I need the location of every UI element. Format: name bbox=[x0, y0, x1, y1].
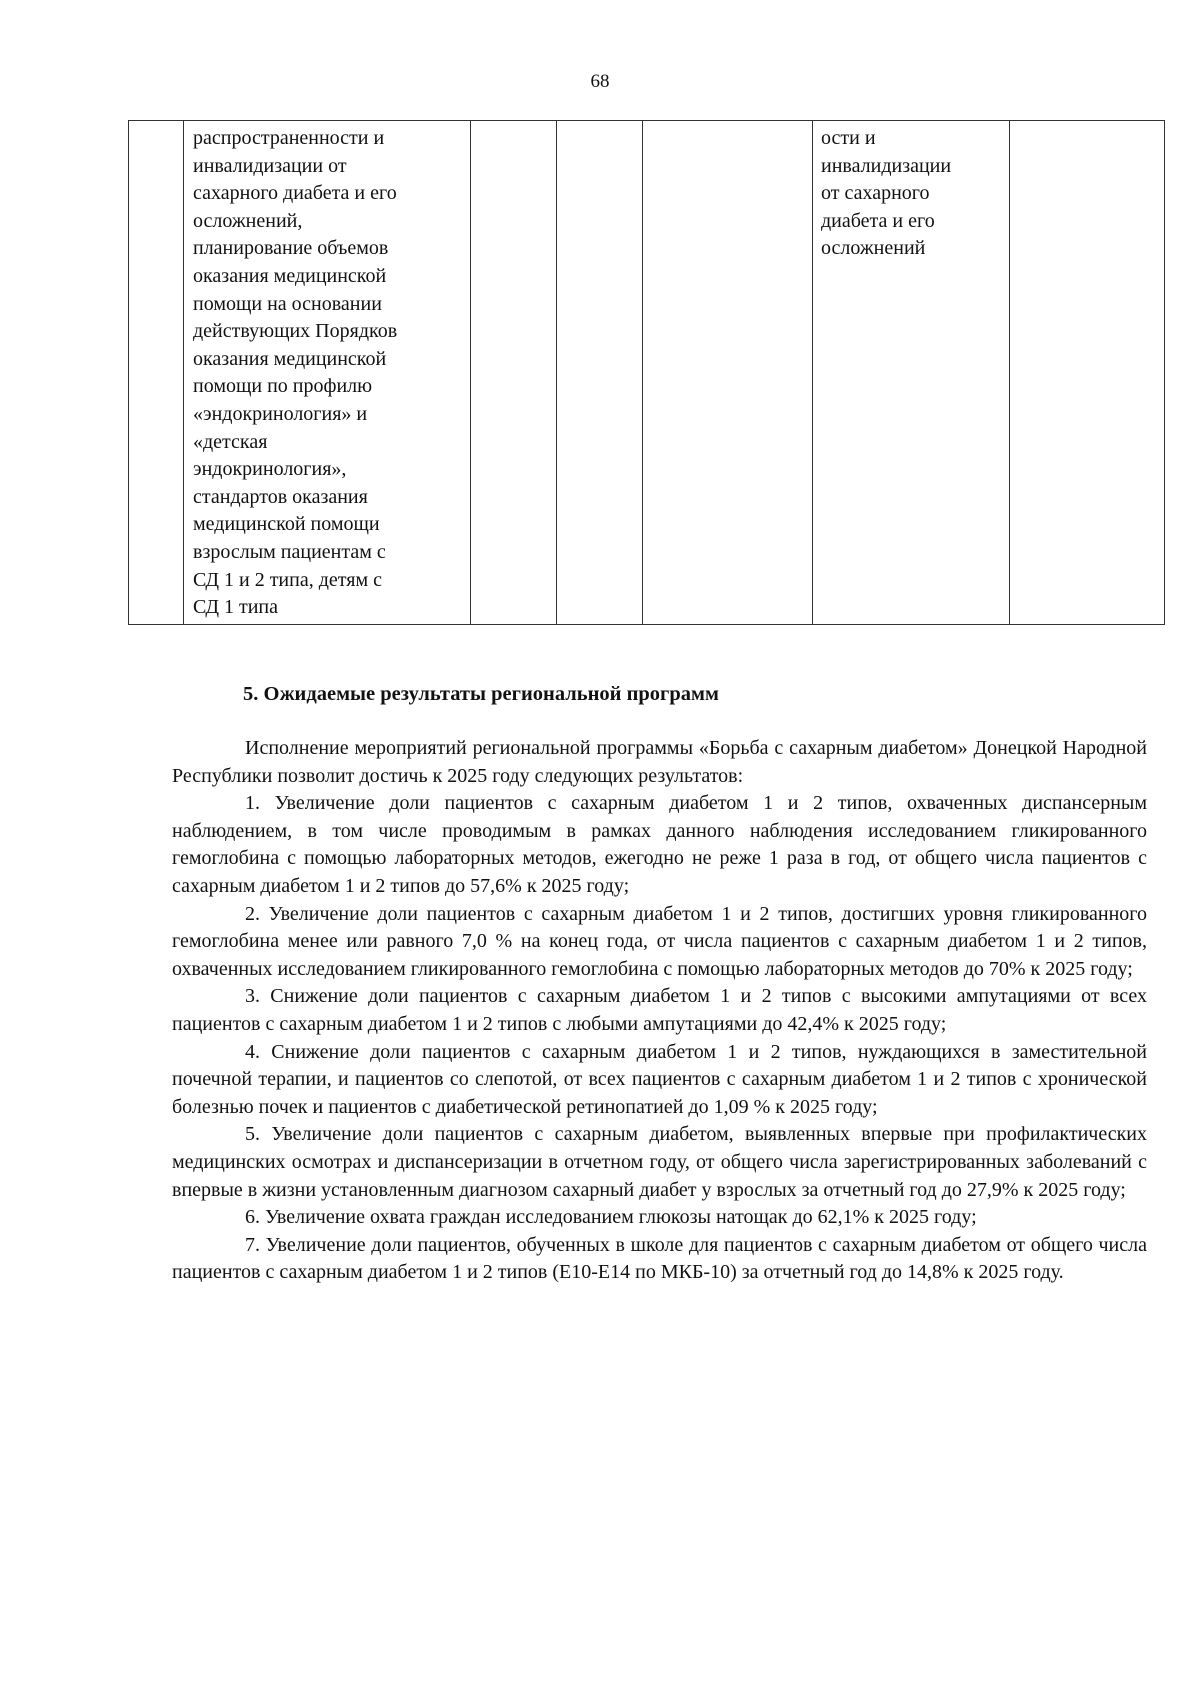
list-item: 4. Снижение доли пациентов с сахарным диабетом 1 и 2 типов, нуждающихся в заместительной почечной терапии, и пациентов со слепотой, от всех пациентов с сахарным диабетом 1 и 2 типов с хронической болезнью почек и пациентов с диабетической ретинопатией до 1,09 % к 2025 году; bbox=[172, 1040, 1147, 1118]
table-cell-1 bbox=[129, 121, 184, 625]
list-item: 1. Увеличение доли пациентов с сахарным диабетом 1 и 2 типов, охваченных диспансерным наблюдением, в том числе проводимым в рамках данного наблюдения исследованием гликированного гемоглобина с помощью лабораторных методов, ежегодно не реже 1 раза в год, от общего числа пациентов с сахарным диабетом 1 и 2 типов до 57,6% к 2025 году; bbox=[172, 792, 1147, 897]
continuation-table bbox=[128, 120, 1165, 625]
intro-paragraph: Исполнение мероприятий региональной программы «Борьба с сахарным диабетом» Донецкой Народной Республики позволит достичь к 2025 году следующих результатов: bbox=[172, 737, 1147, 787]
table-row bbox=[129, 121, 1165, 625]
table-cell-4 bbox=[557, 121, 643, 625]
list-item: 7. Увеличение доли пациентов, обученных в школе для пациентов с сахарным диабетом от общего числа пациентов с сахарным диабетом 1 и 2 типов (Е10-Е14 по МКБ-10) за отчетный год до 14,8% к 2025 году. bbox=[172, 1233, 1147, 1284]
table-cell-5 bbox=[643, 121, 813, 625]
list-item: 5. Увеличение доли пациентов с сахарным диабетом, выявленных впервые при профилактических медицинских осмотрах и диспансеризации в отчетном году, от общего числа зарегистрированных заболеваний с впервые в жизни установленным диагнозом сахарный диабет у взрослых за отчетный год до 27,9% к 2025 году; bbox=[172, 1123, 1147, 1201]
page-number: 68 bbox=[590, 71, 610, 92]
table-cell-2 bbox=[184, 121, 471, 625]
list-item: 2. Увеличение доли пациентов с сахарным диабетом 1 и 2 типов, достигших уровня гликированного гемоглобина менее или равного 7,0 % на конец года, от числа пациентов с сахарным диабетом 1 и 2 типов, охваченных исследованием гликированного гемоглобина с помощью лабораторных методов до 70% к 2025 году; bbox=[172, 902, 1147, 980]
list-item: 6. Увеличение охвата граждан исследованием глюкозы натощак до 62,1% к 2025 году; bbox=[245, 1206, 977, 1229]
table-cell-6 bbox=[813, 121, 1010, 625]
section-body bbox=[172, 735, 1147, 1287]
table-cell-text: распространенности и инвалидизации от сахарного диабета и его осложнений, планирование объемов оказания медицинской помощи на основании действующих Порядков оказания медицинской помощи по профилю «эндокринология» и «детская эндокринология», стандартов оказания медицинской помощи взрослым пациентам с СД 1 и 2 типа, детям с СД 1 типа bbox=[193, 127, 398, 619]
list-item: 3. Снижение доли пациентов с сахарным диабетом 1 и 2 типов с высокими ампутациями от всех пациентов с сахарным диабетом 1 и 2 типов с любыми ампутациями до 42,4% к 2025 году; bbox=[172, 985, 1147, 1035]
section-heading: 5. Ожидаемые результаты региональной программ bbox=[243, 683, 719, 705]
table-cell-text: ости и инвалидизации от сахарного диабета и его осложнений bbox=[821, 127, 952, 260]
table-cell-3 bbox=[471, 121, 557, 625]
table-cell-7 bbox=[1010, 121, 1165, 625]
